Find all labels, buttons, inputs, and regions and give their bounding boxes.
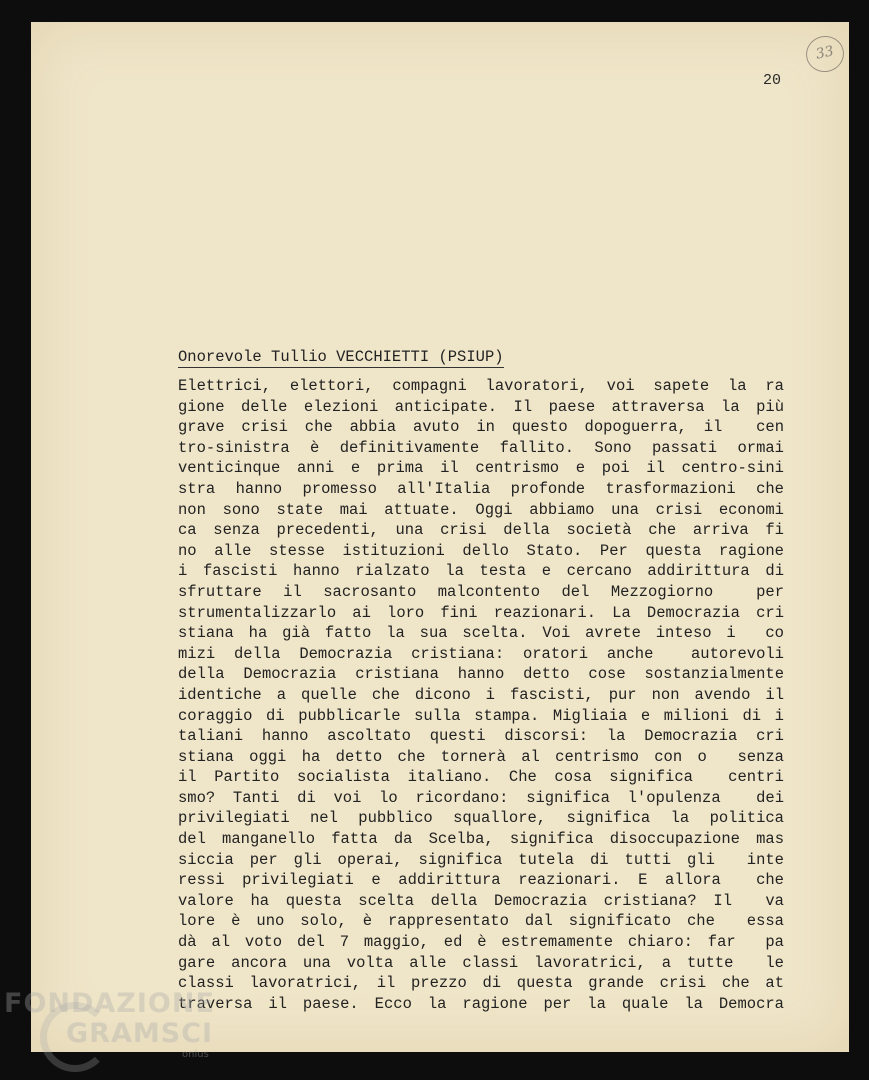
watermark-line1: FONDAZIONE (4, 988, 215, 1019)
archive-page-mark: 33 (803, 32, 848, 75)
text-line: classi lavoratrici, il prezzo di questa grande crisi che at (178, 974, 784, 993)
text-line: della Democrazia cristiana hanno detto cose sostanzialmente (178, 665, 784, 684)
speaker-heading: Onorevole Tullio VECCHIETTI (PSIUP) (178, 348, 504, 366)
text-line: gare ancora una volta alle classi lavoratrici, a tutte le (178, 953, 784, 972)
text-line: del manganello fatta da Scelba, significa disoccupazione mas (178, 830, 784, 849)
text-line: strumentalizzarlo ai loro fini reazionari. La Democrazia cri (178, 603, 784, 622)
text-line: traversa il paese. Ecco la ragione per la quale la Democra (178, 994, 784, 1013)
text-line: privilegiati nel pubblico squallore, significa la politica (178, 809, 784, 828)
text-line: sfruttare il sacrosanto malcontento del Mezzogiorno per (178, 582, 784, 601)
text-line: Elettrici, elettori, compagni lavoratori, voi sapete la ra (178, 377, 784, 395)
text-line: lore è uno solo, è rappresentato dal significato che essa (178, 912, 784, 931)
text-line: taliani hanno ascoltato questi discorsi: la Democrazia cri (178, 727, 784, 746)
text-line: il Partito socialista italiano. Che cosa significa centri (178, 768, 784, 787)
text-line: dà al voto del 7 maggio, ed è estremamente chiaro: far pa (178, 933, 784, 952)
text-line: ca senza precedenti, una crisi della società che arriva fi (178, 521, 784, 540)
text-line: tro-sinistra è definitivamente fallito. Sono passati ormai (178, 438, 784, 457)
text-line: non sono state mai attuate. Oggi abbiamo una crisi economi (178, 500, 784, 519)
text-line: stiana ha già fatto la sua scelta. Voi avrete inteso i co (178, 624, 784, 643)
watermark-sub: onlus (182, 1049, 209, 1060)
text-line: identiche a quelle che dicono i fascisti, pur non avendo il (178, 685, 784, 704)
text-line: siccia per gli operai, significa tutela di tutti gli inte (178, 850, 784, 869)
text-line: ressi privilegiati e addirittura reazionari. E allora che (178, 871, 784, 890)
text-line: stiana oggi ha detto che tornerà al centrismo con o senza (178, 747, 784, 766)
text-line: mizi della Democrazia cristiana: oratori anche autorevoli (178, 644, 784, 663)
text-line: smo? Tanti di voi lo ricordano: significa l'opulenza dei (178, 788, 784, 807)
page-number: 20 (763, 72, 782, 89)
text-line: stra hanno promesso all'Italia profonde trasformazioni che (178, 479, 784, 498)
watermark-logo (4, 988, 224, 1068)
watermark-line2: GRAMSCI (66, 1018, 214, 1049)
text-line: grave crisi che abbia avuto in questo dopoguerra, il cen (178, 418, 784, 437)
text-line: i fascisti hanno rialzato la testa e cercano addirittura di (178, 562, 784, 581)
text-line: venticinque anni e prima il centrismo e poi il centro-sini (178, 459, 784, 478)
text-line: coraggio di pubblicarle sulla stampa. Migliaia e milioni di i (178, 706, 784, 725)
text-line: gione delle elezioni anticipate. Il paese attraversa la più (178, 397, 784, 416)
text-line: no alle stesse istituzioni dello Stato. Per questa ragione (178, 541, 784, 560)
speech-body (178, 376, 790, 1014)
text-line: valore ha questa scelta della Democrazia cristiana? Il va (178, 891, 784, 910)
